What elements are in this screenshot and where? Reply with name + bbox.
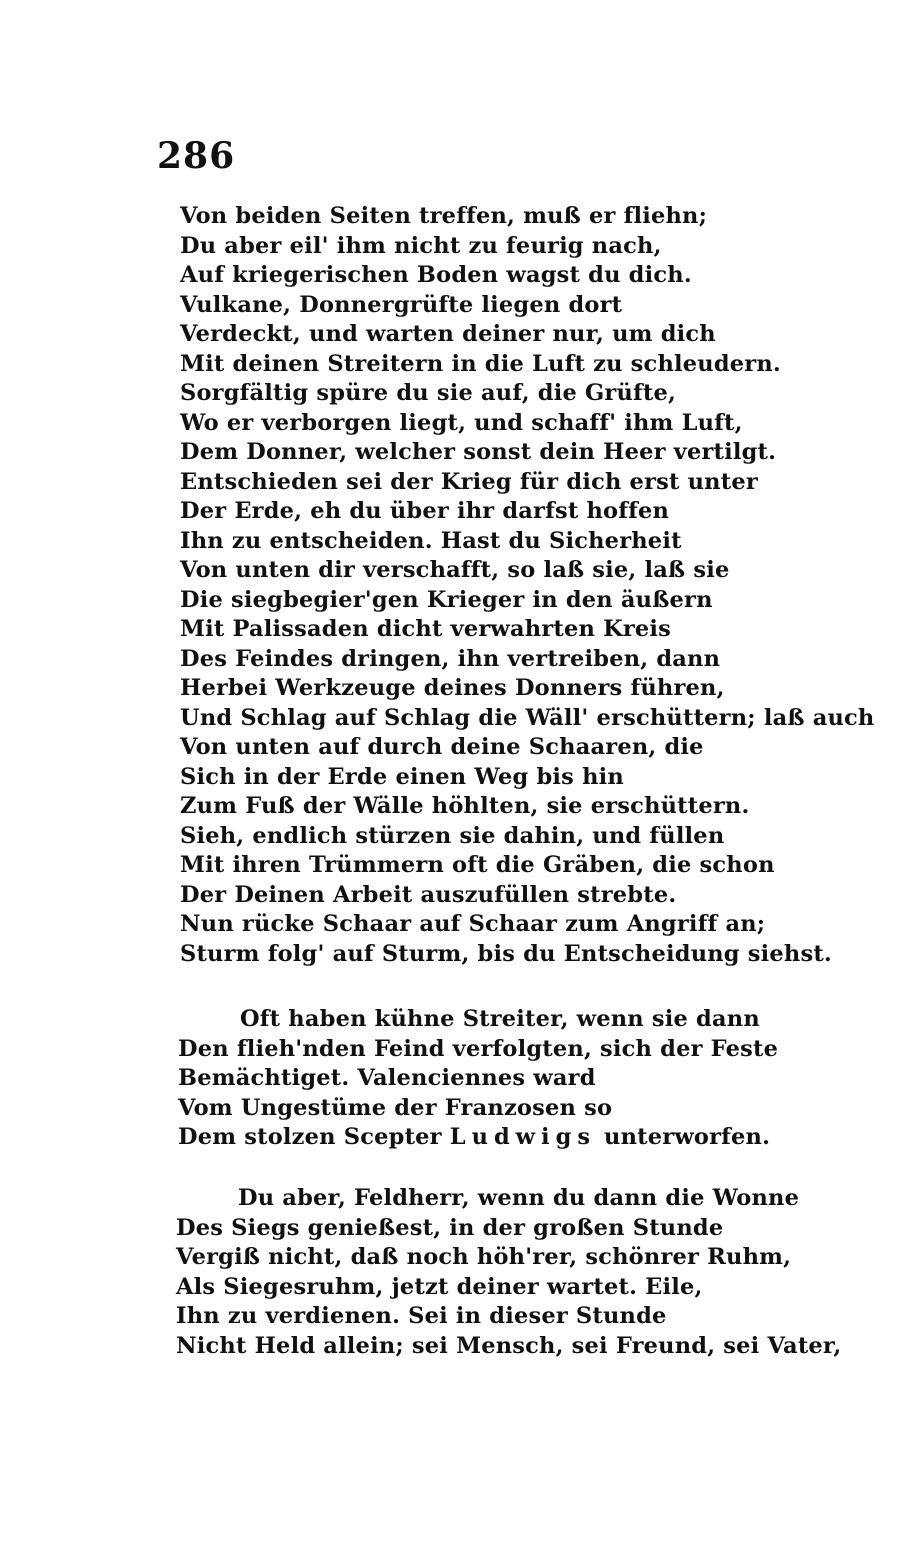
verse-line: Vom Ungestüme der Franzosen so (178, 1094, 613, 1121)
verse-line: Verdeckt, und warten deiner nur, um dich (180, 321, 716, 347)
verse-line: Von unten dir verschafft, so laß sie, laß sie (180, 557, 730, 583)
verse-line: Der Deinen Arbeit auszufüllen strebte. (180, 881, 677, 908)
verse-line: Bemächtiget. Valenciennes ward (178, 1065, 596, 1091)
stanza-3 (176, 1184, 841, 1361)
verse-line: Mit ihren Trümmern oft die Gräben, die schon (180, 852, 775, 878)
stanza-1 (180, 202, 875, 969)
verse-line: Dem Donner, welcher sonst dein Heer vertilgt. (180, 439, 777, 465)
verse-line (178, 1123, 778, 1153)
spaced-name-ludwigs: Ludwigs (449, 1124, 596, 1150)
verse-line: Oft haben kühne Streiter, wenn sie dann (240, 1006, 760, 1032)
verse-line: Nun rücke Schaar auf Schaar zum Angriff an; (180, 911, 766, 937)
verse-line: Vergiß nicht, daß noch höh'rer, schönrer Ruhm, (176, 1244, 792, 1270)
verse-line: Vulkane, Donnergrüfte liegen dort (180, 291, 623, 318)
verse-line: Sturm folg' auf Sturm, bis du Entscheidung siehst. (180, 940, 832, 967)
verse-line: Sieh, endlich stürzen sie dahin, und füllen (180, 822, 725, 849)
verse-line: Auf kriegerischen Boden wagst du dich. (180, 262, 692, 288)
page-number: 286 (157, 135, 236, 177)
verse-line: Und Schlag auf Schlag die Wäll' erschüttern; laß auch (180, 704, 875, 731)
verse-line: Wo er verborgen liegt, und schaff' ihm Luft, (180, 409, 743, 436)
verse-line: Mit Palissaden dicht verwahrten Kreis (180, 616, 672, 642)
verse-line: Nicht Held allein; sei Mensch, sei Freund, sei Vater, (176, 1332, 842, 1359)
verse-text: unterworfen. (596, 1124, 771, 1150)
verse-line: Ihn zu entscheiden. Hast du Sicherheit (180, 527, 682, 554)
verse-line: Von unten auf durch deine Schaaren, die (180, 734, 704, 760)
verse-line: Sorgfältig spüre du sie auf, die Grüfte, (180, 380, 677, 406)
verse-line: Ihn zu verdienen. Sei in dieser Stunde (176, 1303, 667, 1329)
verse-line: Der Erde, eh du über ihr darfst hoffen (180, 498, 670, 524)
verse-line: Herbei Werkzeuge deines Donners führen, (180, 675, 725, 701)
stanza-2 (178, 1005, 778, 1153)
verse-line: Sich in der Erde einen Weg bis hin (180, 763, 624, 790)
verse-line: Mit deinen Streitern in die Luft zu schleudern. (180, 350, 781, 377)
verse-line: Des Feindes dringen, ihn vertreiben, dann (180, 645, 721, 672)
verse-line: Du aber eil' ihm nicht zu feurig nach, (180, 232, 662, 259)
verse-line: Des Siegs genießest, in der großen Stunde (176, 1214, 724, 1241)
verse-text: Dem stolzen Scepter (178, 1124, 450, 1150)
verse-line: Entschieden sei der Krieg für dich erst unter (180, 468, 758, 495)
verse-line: Zum Fuß der Wälle höhlten, sie erschüttern. (180, 793, 750, 819)
verse-line: Die siegbegier'gen Krieger in den äußern (180, 586, 713, 613)
verse-line: Du aber, Feldherr, wenn du dann die Wonne (238, 1185, 800, 1211)
verse-line: Als Siegesruhm, jetzt deiner wartet. Eile, (176, 1273, 703, 1300)
verse-line: Von beiden Seiten treffen, muß er fliehn; (180, 203, 708, 229)
verse-line: Den flieh'nden Feind verfolgten, sich der Feste (178, 1035, 779, 1062)
